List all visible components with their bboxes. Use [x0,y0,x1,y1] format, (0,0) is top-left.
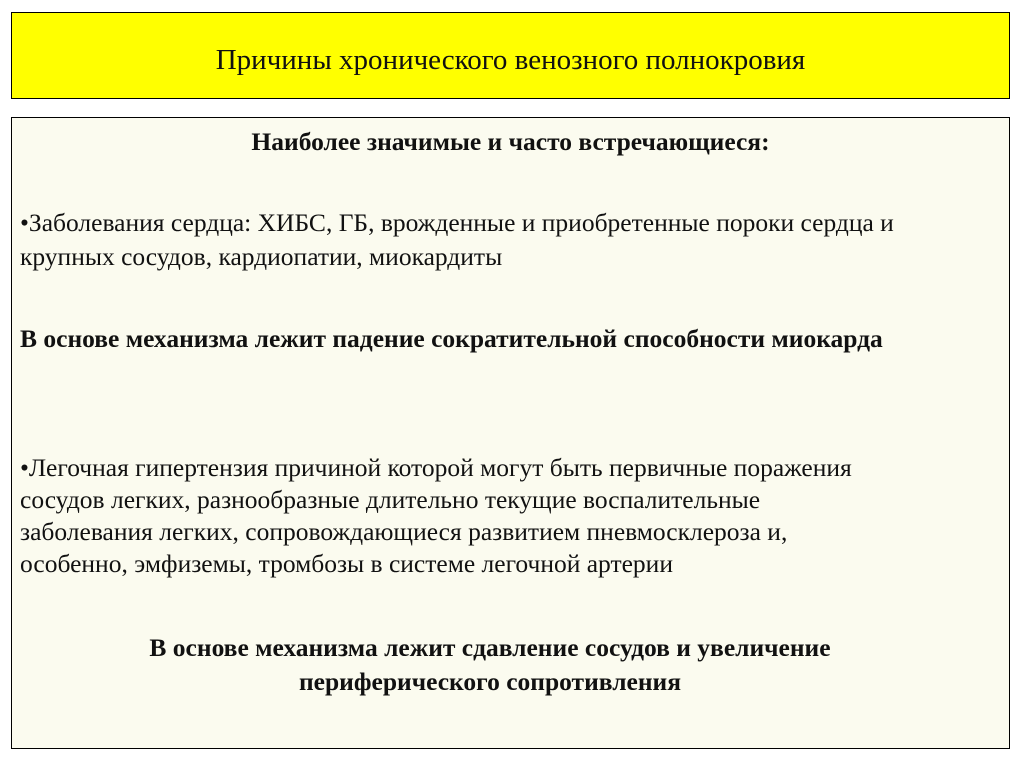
cause-lung-line-1: •Легочная гипертензия причиной которой могут быть первичные поражения [20,453,852,482]
section-heading: Наиболее значимые и часто встречающиеся: [251,127,770,156]
cause-lung-line-3: заболевания легких, сопровождающиеся развитием пневмосклероза и, [20,517,788,546]
cause-heart-line-2: крупных сосудов, кардиопатии, миокардиты [20,242,503,271]
cause-heart-line-1: •Заболевания сердца: ХИБС, ГБ, врожденные и приобретенные пороки сердца и [20,208,894,237]
cause-lung-line-2: сосудов легких, разнообразные длительно текущие воспалительные [20,485,761,514]
mechanism-lung-line-2: периферического сопротивления [298,667,682,696]
content-panel [11,117,1010,749]
cause-lung-line-4: особенно, эмфиземы, тромбозы в системе легочной артерии [20,549,673,578]
slide-title: Причины хронического венозного полнокровия [215,44,806,76]
mechanism-lung-line-1: В основе механизма лежит сдавление сосудов и увеличение [149,633,831,662]
mechanism-heart: В основе механизма лежит падение сократительной способности миокарда [20,324,883,353]
title-banner [11,12,1010,99]
